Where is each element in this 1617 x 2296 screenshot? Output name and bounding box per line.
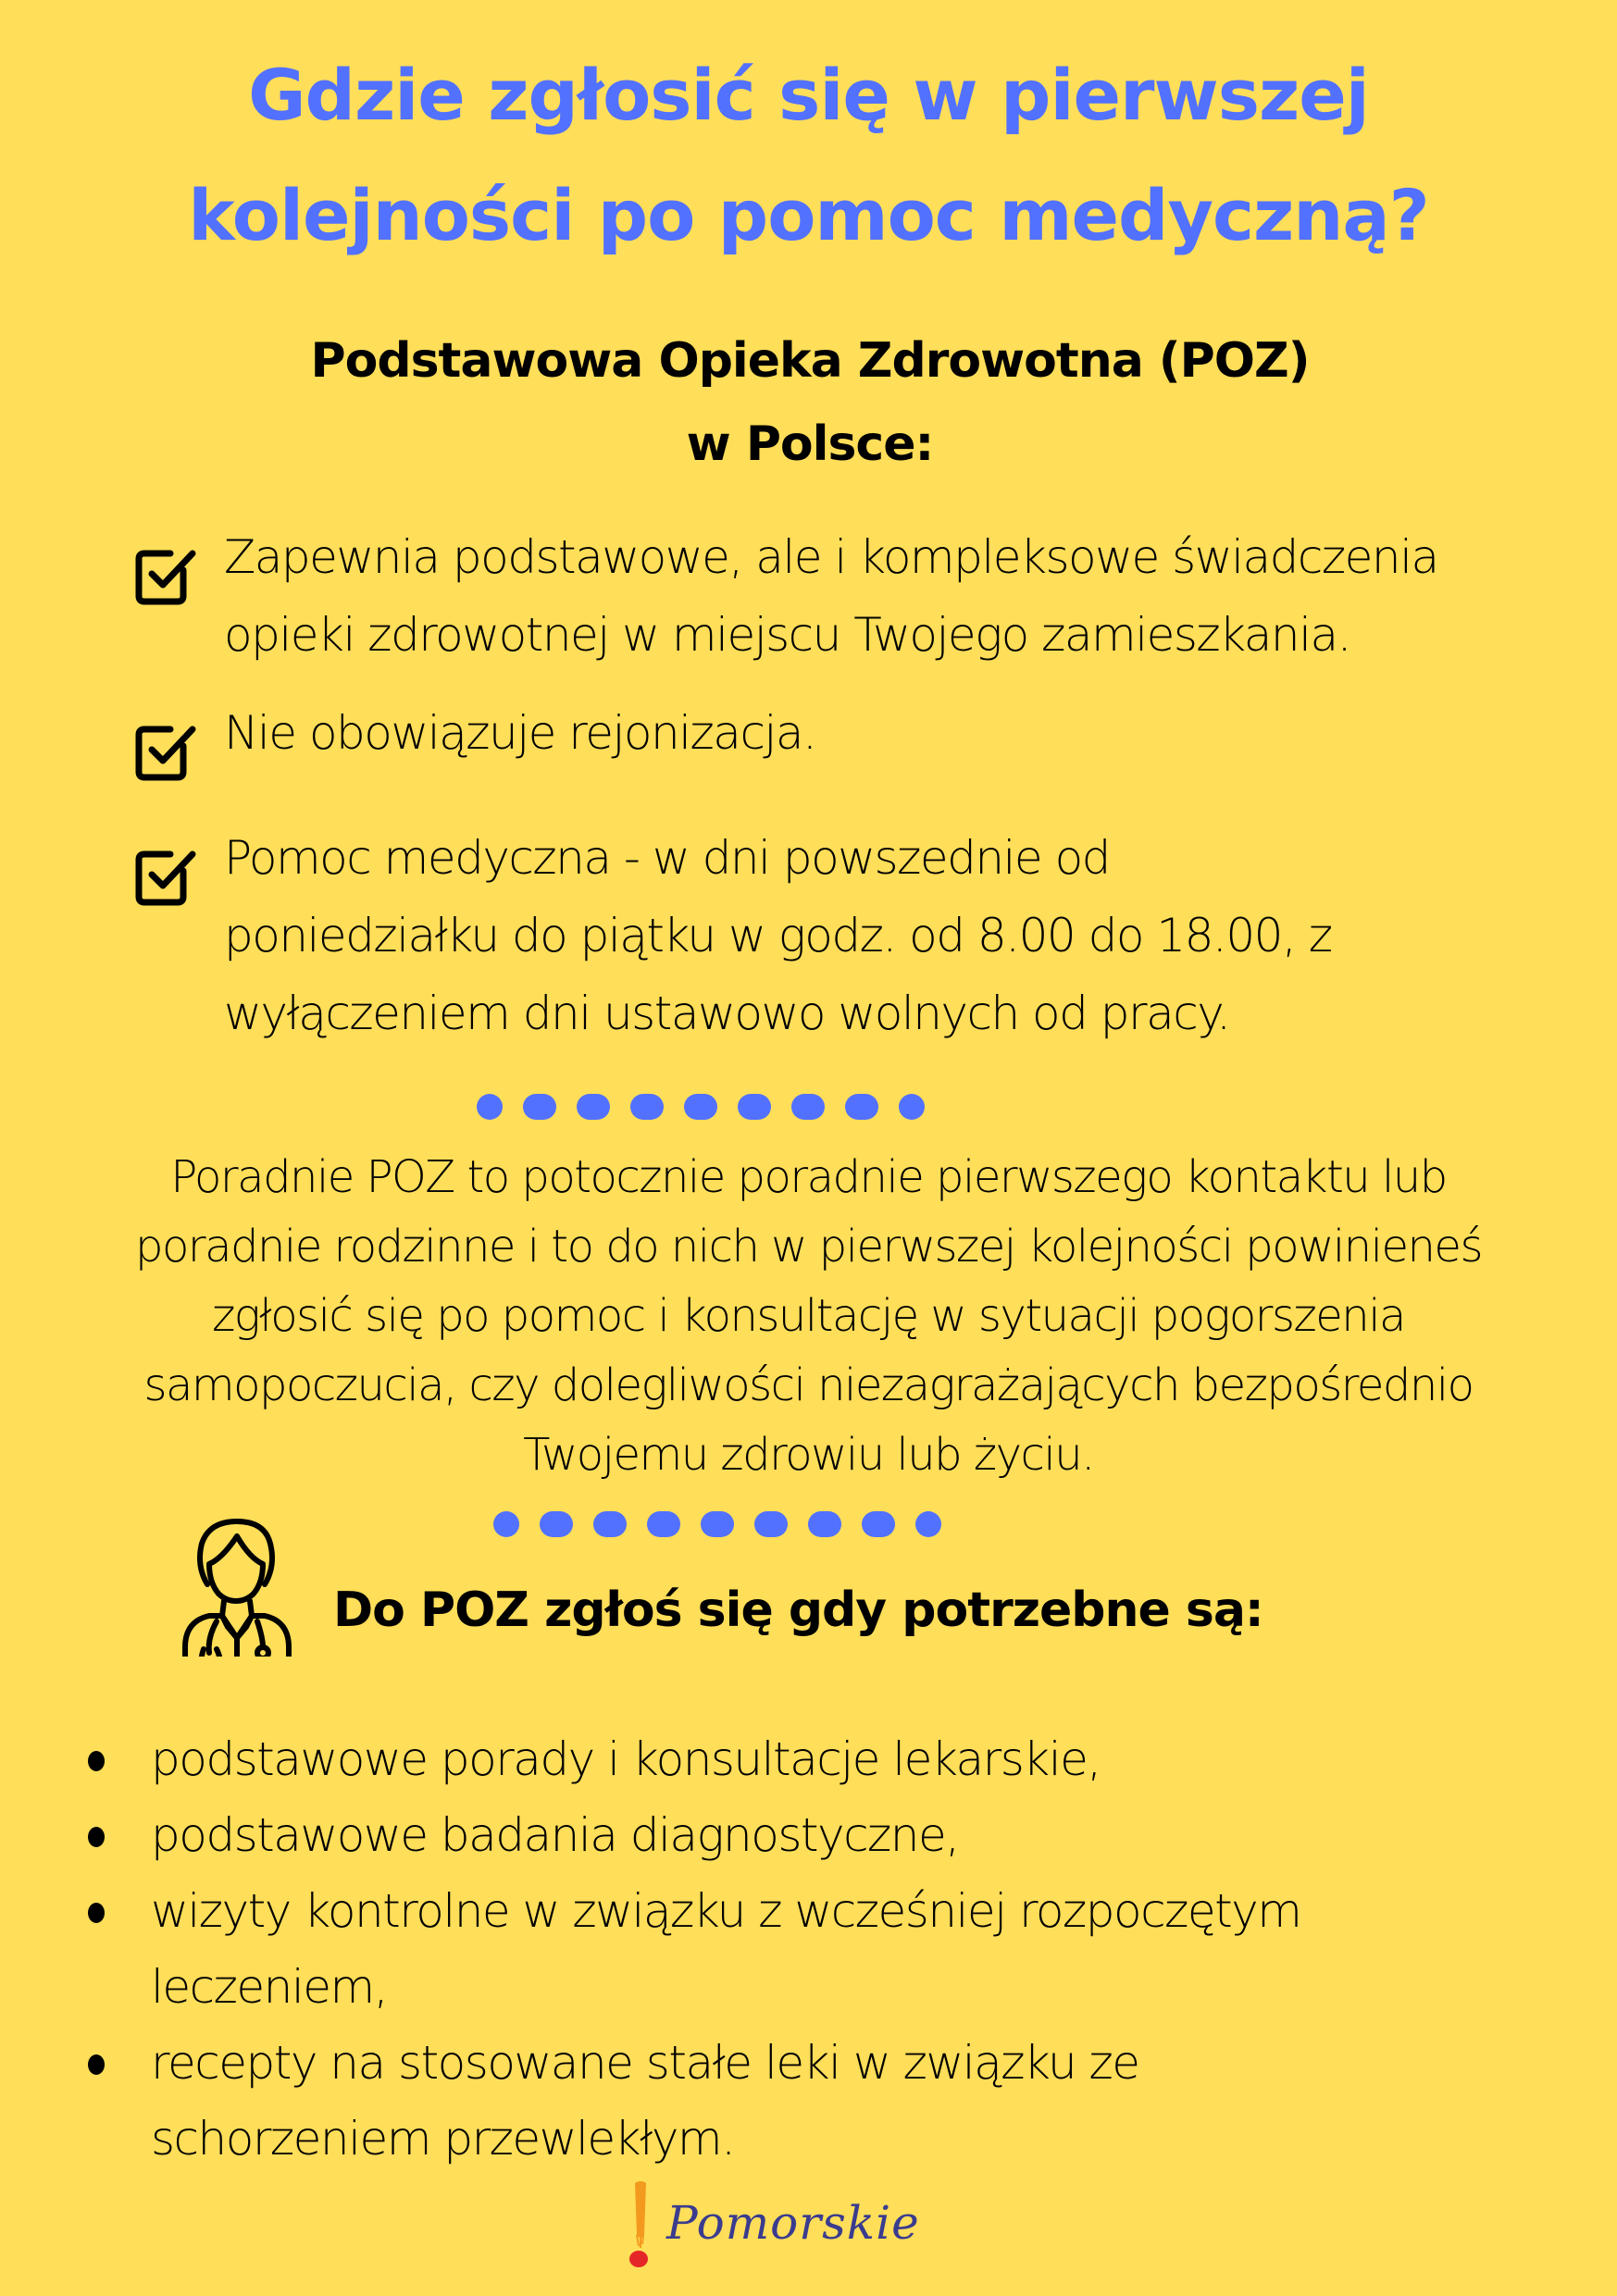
divider-dash: [738, 1094, 771, 1120]
divider-dash: [577, 1094, 610, 1120]
list-item: podstawowe porady i konsultacje lekarskie,: [88, 1721, 1569, 1797]
section-subtitle: [130, 319, 1490, 486]
divider-dash: [630, 1094, 664, 1120]
bullet-icon: [88, 1751, 105, 1771]
checklist-item-text: Pomoc medyczna - w dni powszednie od poniedziałku do piątku w godz. od 8.00 do 18.00, z wyłączeniem dni ustawowo wolnych od pracy.: [224, 831, 1332, 1040]
page-title-line-2: kolejności po pomoc medyczną?: [188, 174, 1429, 256]
bullet-icon: [88, 1827, 105, 1847]
divider-dash: [701, 1511, 734, 1537]
dashed-divider: [493, 1510, 941, 1538]
divider-dash: [477, 1094, 503, 1120]
divider-dash: [593, 1511, 627, 1537]
checklist-item: [130, 819, 1331, 1052]
checklist-item-text: Nie obowiązuje rejonizacja.: [224, 706, 816, 760]
divider-dash: [647, 1511, 680, 1537]
checkbox-checked-icon: [130, 838, 204, 912]
page-title: [0, 35, 1617, 276]
subtitle-line-1: Podstawowa Opieka Zdrowotna (POZ): [310, 333, 1310, 389]
logo-text: Pomorskie: [666, 2196, 920, 2250]
checkbox-checked-icon: [130, 537, 204, 611]
pomorskie-logo: [620, 2179, 920, 2272]
checklist-item-text: Zapewnia podstawowe, ale i kompleksowe świadczenia opieki zdrowotnej w miejscu Twojego zamieszkania.: [224, 530, 1438, 662]
divider-dash: [862, 1511, 895, 1537]
list-item: recepty na stosowane stałe leki w związku ze schorzeniem przewlekłym.: [88, 2025, 1569, 2177]
checklist-item: [130, 694, 815, 787]
list-item: podstawowe badania diagnostyczne,: [88, 1797, 1569, 1873]
divider-dash: [684, 1094, 717, 1120]
divider-dash: [808, 1511, 841, 1537]
bullet-icon: [88, 1903, 105, 1923]
subtitle-line-2: w Polsce:: [686, 416, 934, 472]
divider-dash: [493, 1511, 519, 1537]
divider-dash: [915, 1511, 941, 1537]
divider-dash: [754, 1511, 788, 1537]
divider-dash: [523, 1094, 556, 1120]
doctor-icon: [167, 1508, 315, 1657]
divider-dash: [899, 1094, 925, 1120]
exclamation-mark-icon: [620, 2179, 666, 2272]
checklist-item: [130, 518, 1438, 674]
section-heading: Do POZ zgłoś się gdy potrzebne są:: [333, 1582, 1263, 1638]
divider-dash: [845, 1094, 878, 1120]
checkbox-checked-icon: [130, 713, 204, 787]
list-item: wizyty kontrolne w związku z wcześniej rozpoczętym leczeniem,: [88, 1873, 1569, 2025]
requirements-list: [88, 1721, 1569, 2177]
divider-dash: [791, 1094, 825, 1120]
divider-dash: [540, 1511, 573, 1537]
bullet-icon: [88, 2054, 105, 2075]
info-paragraph: Poradnie POZ to potocznie poradnie pierwszego kontaktu lub poradnie rodzinne i to do nich w pierwszej kolejności powinieneś zgłosić się po pomoc i konsultację w sytuacji pogorszenia samopoczucia, czy dolegliwości niezagrażających bezpośrednio Twojemu zdrowiu lub życiu.: [135, 1151, 1482, 1481]
page-title-line-1: Gdzie zgłosić się w pierwszej: [248, 54, 1369, 136]
dashed-divider: [477, 1093, 925, 1121]
